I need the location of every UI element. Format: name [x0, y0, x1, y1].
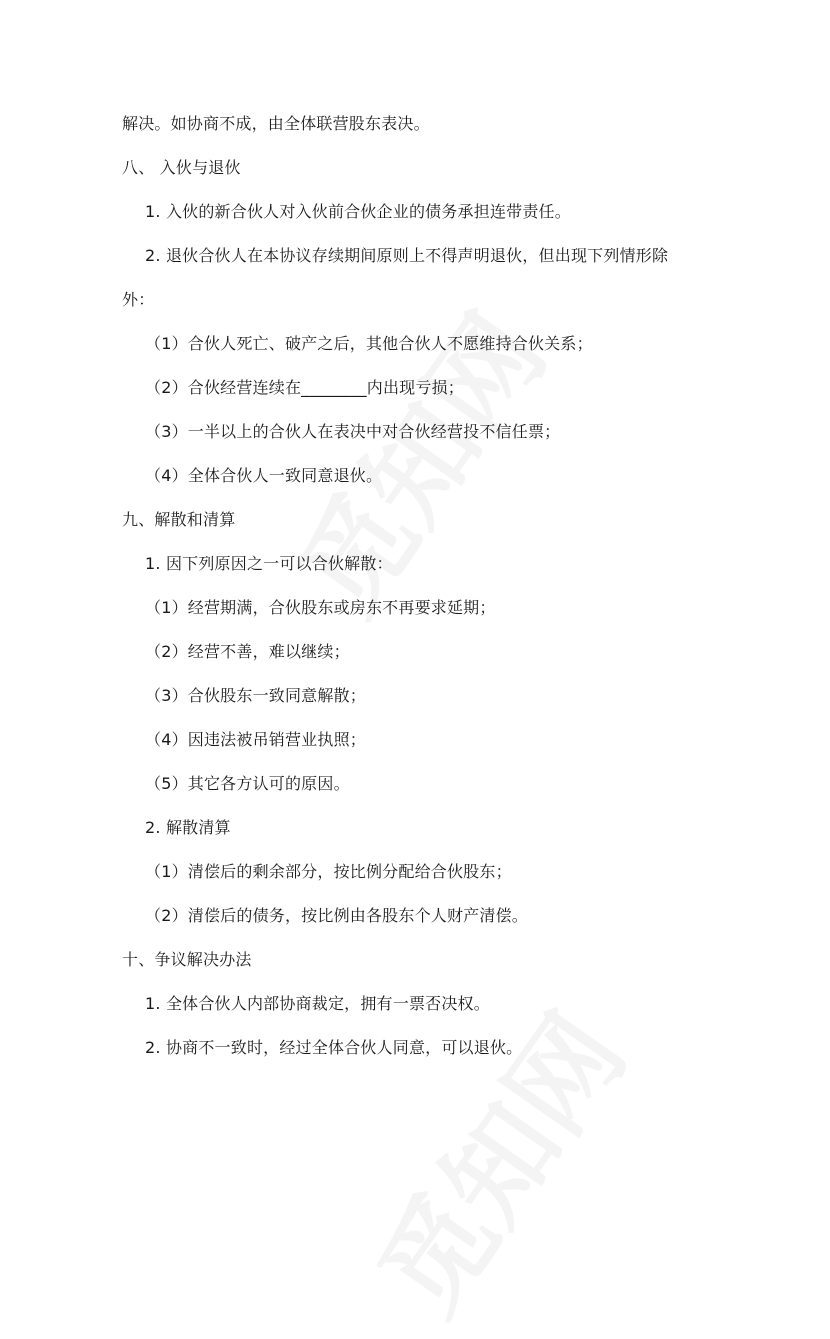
- list-item: 1. 因下列原因之一可以合伙解散：: [145, 554, 393, 573]
- list-item: 1. 入伙的新合伙人对入伙前合伙企业的债务承担连带责任。: [145, 202, 571, 221]
- list-item: 2. 协商不一致时，经过全体合伙人同意，可以退伙。: [145, 1038, 523, 1057]
- sub-item: （1）合伙人死亡、破产之后，其他合伙人不愿维持合伙关系；: [145, 334, 593, 353]
- sub-item: （5）其它各方认可的原因。: [145, 774, 350, 793]
- sub-item: （3）一半以上的合伙人在表决中对合伙经营投不信任票；: [145, 422, 561, 441]
- paragraph-continuation: 解决。如协商不成，由全体联营股东表决。: [122, 114, 430, 133]
- list-item: 1. 全体合伙人内部协商裁定，拥有一票否决权。: [145, 994, 490, 1013]
- list-item: 2. 解散清算: [145, 818, 231, 837]
- sub-item: （2）合伙经营连续在________内出现亏损；: [145, 378, 464, 397]
- list-item-continuation: 外：: [122, 290, 155, 309]
- section-heading-8: 八、 入伙与退伙: [122, 158, 241, 177]
- sub-item: （4）全体合伙人一致同意退伙。: [145, 466, 383, 485]
- list-item: 2. 退伙合伙人在本协议存续期间原则上不得声明退伙，但出现下列情形除: [145, 246, 669, 265]
- section-heading-10: 十、争议解决办法: [122, 950, 252, 969]
- watermark-bottom: [336, 979, 655, 1339]
- sub-item: （4）因违法被吊销营业执照；: [145, 730, 366, 749]
- sub-item: （1）经营期满，合伙股东或房东不再要求延期；: [145, 598, 496, 617]
- section-heading-9: 九、解散和清算: [122, 510, 236, 529]
- sub-item: （2）清偿后的债务，按比例由各股东个人财产清偿。: [145, 906, 528, 925]
- sub-item: （2）经营不善，难以继续；: [145, 642, 350, 661]
- sub-item: （1）清偿后的剩余部分，按比例分配给合伙股东；: [145, 862, 512, 881]
- sub-item: （3）合伙股东一致同意解散；: [145, 686, 366, 705]
